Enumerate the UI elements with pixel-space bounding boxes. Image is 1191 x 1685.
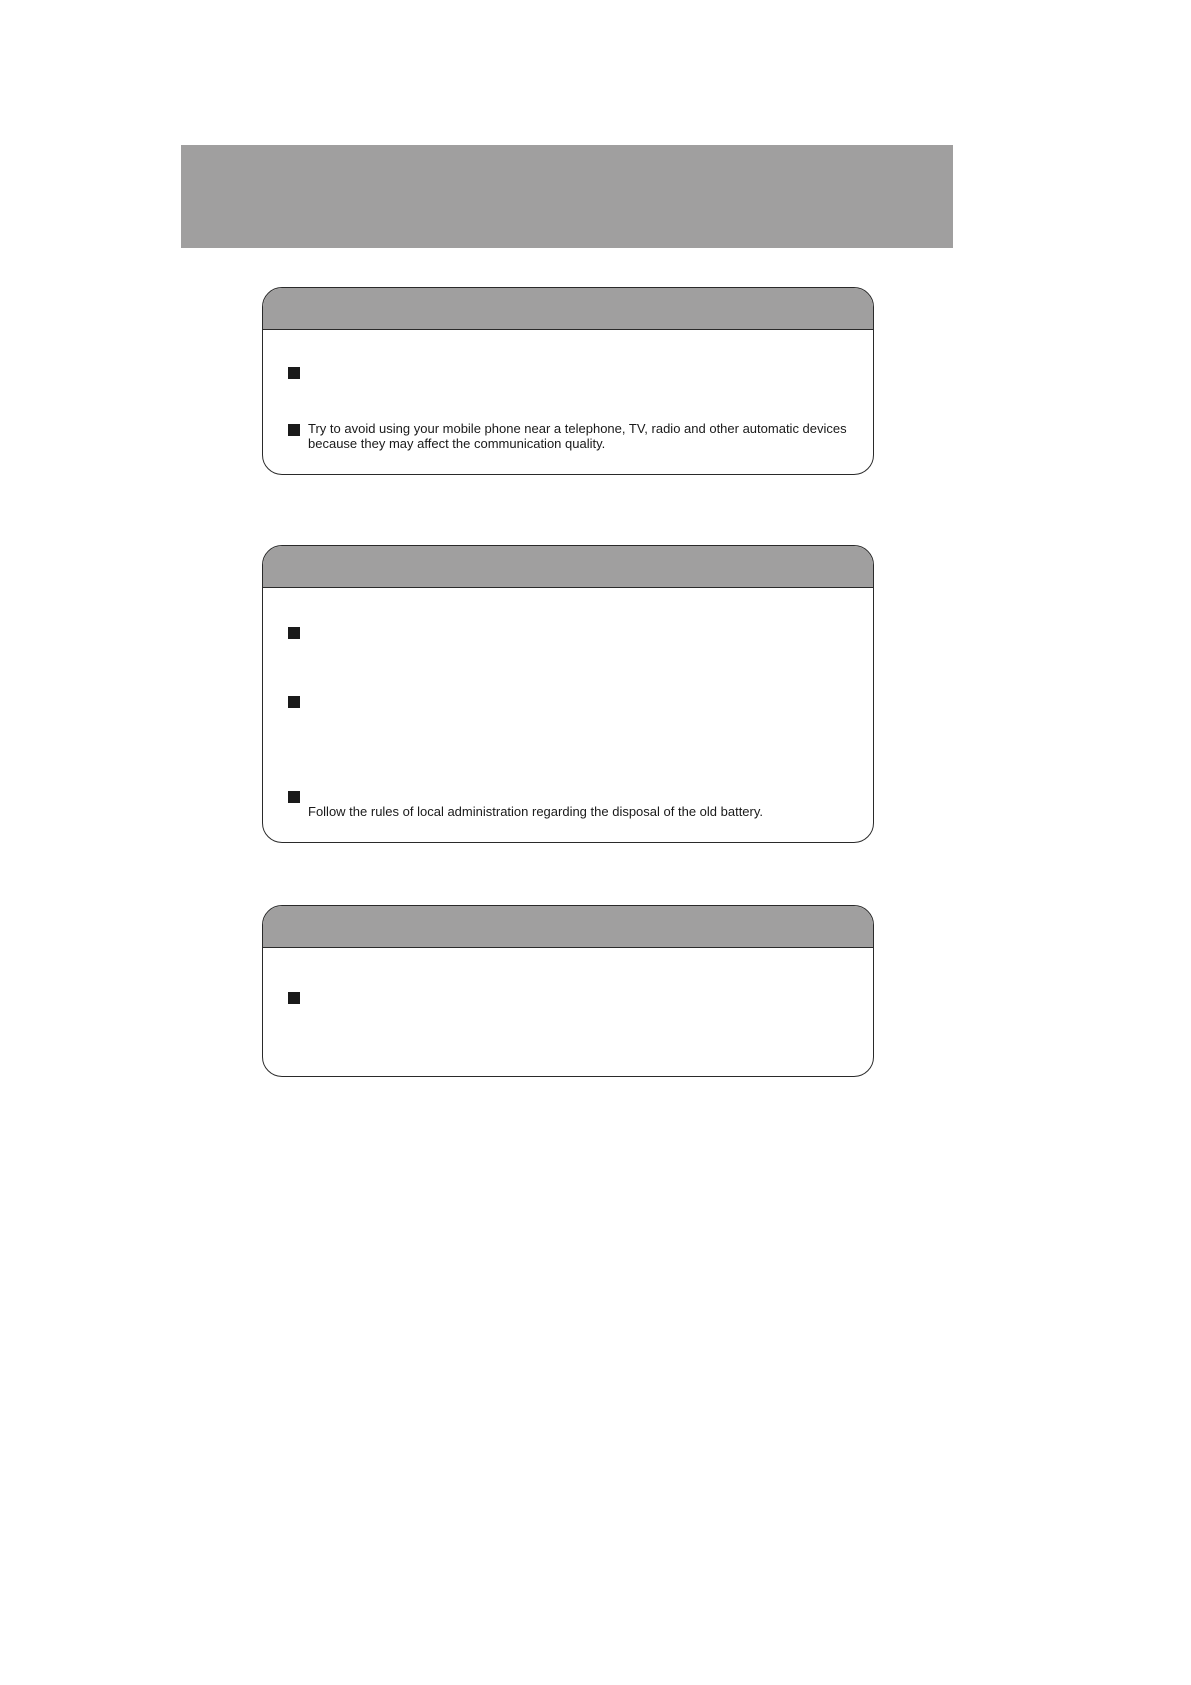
square-bullet-icon (288, 992, 300, 1004)
square-bullet-icon (288, 367, 300, 379)
panel-header (263, 546, 873, 588)
list-item-text: Try to avoid using your mobile phone near a telephone, TV, radio and other automatic devices because they may affect the communication quality. (308, 421, 847, 451)
square-bullet-icon (288, 696, 300, 708)
square-bullet-icon (288, 424, 300, 436)
square-bullet-icon (288, 791, 300, 803)
list-item-text: Follow the rules of local administration regarding the disposal of the old battery. (308, 804, 764, 819)
info-panel-1 (262, 287, 874, 475)
panel-header (263, 288, 873, 330)
square-bullet-icon (288, 627, 300, 639)
info-panel-3 (262, 905, 874, 1077)
page-header-band (181, 145, 953, 248)
panel-header (263, 906, 873, 948)
info-panel-2 (262, 545, 874, 843)
